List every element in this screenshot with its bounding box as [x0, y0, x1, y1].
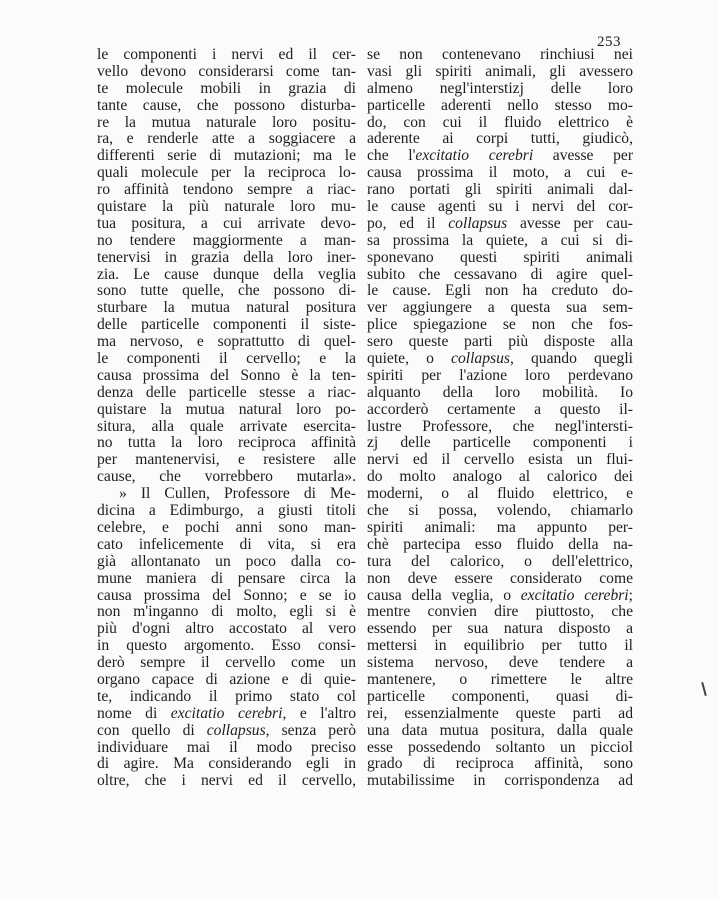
line-text: ver aggiungere a questa sua sem-	[367, 299, 633, 317]
text-line	[367, 756, 633, 773]
italic-term: excitatio cerebri	[415, 147, 534, 165]
line-text: le componenti i nervi ed il cer-	[97, 46, 356, 63]
line-text: individuare mai il modo preciso	[97, 738, 356, 756]
line-text: mantenere, o rimettere le altre	[367, 670, 633, 688]
line-text: non m'inganno di molto, egli si è	[97, 603, 356, 621]
line-text: subito che cessavano di agire quel-	[367, 265, 633, 283]
line-text: do molto analogo al calorico dei	[367, 468, 633, 486]
text-line	[97, 98, 356, 115]
line-text: te molecule mobili in grazia di	[97, 79, 356, 97]
line-text: sturbare la mutua natural positura	[97, 299, 356, 317]
text-line	[367, 351, 633, 368]
line-text: spiriti animali: ma appunto per-	[367, 518, 633, 536]
text-line	[97, 672, 356, 689]
line-text: quistare la più naturale loro mu-	[97, 198, 356, 216]
text-line	[97, 419, 356, 436]
line-text-after: avesse per cau-	[507, 214, 634, 232]
line-text: mentre convien dire piuttosto, che	[367, 603, 633, 621]
line-text: particelle componenti, quasi di-	[367, 687, 633, 705]
italic-term: excitatio cerebri	[170, 704, 283, 722]
text-line	[367, 571, 633, 588]
text-line	[97, 115, 356, 132]
text-line	[367, 250, 633, 267]
line-text: causa prossima il moto, a cui e-	[367, 164, 633, 182]
line-text: sponevano questi spiriti animali	[367, 248, 633, 266]
text-line	[367, 672, 633, 689]
text-line	[367, 165, 633, 182]
line-text: esse possedendo soltanto un picciol	[367, 738, 633, 756]
line-text: già allontanato un poco dalla co-	[97, 552, 356, 570]
line-text: lustre Professore, che negl'intersti-	[367, 417, 633, 435]
text-line	[97, 385, 356, 402]
line-text: alquanto della loro mobilità. Io	[367, 383, 633, 401]
italic-term: excitatio cerebri	[520, 586, 629, 604]
line-text: le cause agenti su i nervi del cor-	[367, 198, 633, 216]
text-line	[97, 148, 356, 165]
italic-term: collapsus	[448, 214, 508, 232]
text-line	[367, 621, 633, 638]
text-line	[367, 148, 633, 165]
line-text: te, indicando il primo stato col	[97, 687, 356, 705]
text-line	[367, 435, 633, 452]
line-text: le componenti il cervello; e la	[97, 350, 356, 368]
line-text-after: ;	[628, 586, 633, 604]
text-line	[97, 435, 356, 452]
line-text: re la mutua naturale loro positu-	[97, 113, 356, 131]
text-line	[97, 520, 356, 537]
line-text: no tendere maggiormente a man-	[97, 231, 356, 249]
text-line	[367, 233, 633, 250]
line-text: denza delle particelle stesse a riac-	[97, 383, 356, 401]
line-text: non deve essere considerato come	[367, 569, 633, 587]
line-text: po, ed il	[367, 214, 449, 232]
text-line	[367, 216, 633, 233]
line-text: nervi ed il cervello esista un flui-	[367, 451, 633, 469]
text-line	[367, 537, 633, 554]
line-text: in questo argomento. Esso consi-	[97, 637, 356, 655]
left-column	[97, 47, 356, 790]
line-text: mutabilissime in corrispondenza ad	[367, 772, 633, 790]
text-line	[97, 469, 356, 486]
line-text: vello devono considerarsi come tan-	[97, 62, 356, 80]
text-line	[367, 317, 633, 334]
line-text: rano portati gli spiriti animali dal-	[367, 181, 633, 199]
stray-ink-mark	[701, 682, 707, 696]
line-text: più d'ogni altro accostato al vero	[97, 620, 356, 638]
line-text: causa della veglia, o	[367, 586, 521, 604]
italic-term: collapsus	[206, 721, 266, 739]
text-line	[97, 773, 356, 790]
page-number: 253	[597, 34, 621, 50]
text-line	[367, 368, 633, 385]
text-line	[97, 64, 356, 81]
text-line	[97, 165, 356, 182]
line-text: vasi gli spiriti animali, gli avessero	[367, 62, 633, 80]
line-text: spiriti per l'azione loro perdevano	[367, 366, 633, 384]
line-text: tenervisi in grazia della loro iner-	[97, 248, 356, 266]
line-text: nome di	[97, 704, 171, 722]
text-line	[97, 740, 356, 757]
text-line	[97, 267, 356, 284]
text-line	[367, 81, 633, 98]
text-line	[97, 283, 356, 300]
line-text-after: , e l'altro	[282, 704, 357, 722]
line-text: derò sempre il cervello come un	[97, 654, 356, 672]
text-line	[97, 537, 356, 554]
line-text: causa prossima del Sonno; e se io	[97, 586, 356, 604]
line-text: tua positura, a cui arrivate devo-	[97, 214, 356, 232]
text-line	[97, 233, 356, 250]
text-line	[97, 334, 356, 351]
line-text: ra, e renderle atte a soggiacere a	[97, 130, 356, 148]
text-line	[367, 402, 633, 419]
text-line	[367, 773, 633, 790]
line-text: chè partecipa esso fluido della na-	[367, 535, 633, 553]
text-line	[97, 368, 356, 385]
text-line	[367, 300, 633, 317]
text-line	[367, 655, 633, 672]
text-line	[367, 469, 633, 486]
text-line	[97, 131, 356, 148]
text-line	[367, 452, 633, 469]
italic-term: collapsus	[451, 350, 510, 368]
line-text: zia. Le cause dunque della veglia	[97, 265, 356, 283]
text-line	[367, 47, 633, 64]
text-line	[367, 267, 633, 284]
text-line	[97, 723, 356, 740]
text-line	[97, 317, 356, 334]
text-line	[367, 334, 633, 351]
text-line	[97, 503, 356, 520]
text-line	[367, 131, 633, 148]
text-line	[367, 419, 633, 436]
line-text: sistema nervoso, deve tendere a	[367, 654, 633, 672]
line-text: celebre, e pochi anni sono man-	[97, 518, 356, 536]
text-line	[97, 182, 356, 199]
line-text: grado di reciproca affinità, sono	[367, 755, 633, 773]
line-text: ro affinità tendono sempre a riac-	[97, 181, 356, 199]
text-line	[367, 740, 633, 757]
text-line	[367, 689, 633, 706]
text-line	[97, 452, 356, 469]
text-line	[97, 588, 356, 605]
line-text-after: avesse per	[533, 147, 634, 165]
text-line	[367, 115, 633, 132]
line-text: delle particelle componenti il siste-	[97, 316, 356, 334]
line-text: zj delle particelle componenti i	[367, 434, 633, 452]
text-line	[97, 621, 356, 638]
text-line	[367, 706, 633, 723]
text-line	[367, 98, 633, 115]
right-column	[367, 47, 633, 790]
text-line	[367, 638, 633, 655]
text-line	[97, 706, 356, 723]
line-text: quali molecule per la reciproca lo-	[97, 164, 356, 182]
line-text: do, con cui il fluido elettrico è	[367, 113, 633, 131]
line-text: una data mutua positura, dalla quale	[367, 721, 633, 739]
text-line	[367, 723, 633, 740]
line-text: sero queste parti più disposte alla	[367, 333, 633, 351]
line-text: quistare la mutua natural loro po-	[97, 400, 356, 418]
line-text: no tutta la loro reciproca affinità	[97, 434, 356, 452]
text-line	[97, 81, 356, 98]
text-line	[97, 604, 356, 621]
text-line	[97, 486, 356, 503]
text-line	[97, 300, 356, 317]
line-text: rei, essenzialmente queste parti ad	[367, 704, 633, 722]
line-text: » Il Cullen, Professore di Me-	[119, 485, 356, 503]
line-text: dicina a Edimburgo, a giusti titoli	[97, 502, 356, 520]
line-text: tante cause, che possono disturba-	[97, 96, 356, 114]
line-text-after: , quando quegli	[509, 350, 633, 368]
text-line	[97, 47, 356, 64]
text-line	[367, 283, 633, 300]
line-text: aderente ai corpi tutti, giudicò,	[367, 130, 633, 148]
line-text: le cause. Egli non ha creduto do-	[367, 282, 633, 300]
text-line	[367, 182, 633, 199]
text-line	[367, 64, 633, 81]
line-text: mune maniera di pensare circa la	[97, 569, 356, 587]
text-line	[367, 385, 633, 402]
line-text: oltre, che i nervi ed il cervello,	[97, 772, 356, 790]
text-line	[97, 638, 356, 655]
line-text: organo capace di azione e di quie-	[97, 670, 356, 688]
text-line	[367, 486, 633, 503]
line-text: per mantenervisi, e resistere alle	[97, 451, 356, 469]
line-text: con quello di	[97, 721, 207, 739]
text-line	[97, 351, 356, 368]
line-text: situra, alla quale arrivate esercita-	[97, 417, 356, 435]
text-line	[97, 655, 356, 672]
text-line	[97, 756, 356, 773]
text-line	[97, 199, 356, 216]
line-text: differenti serie di mutazioni; ma le	[97, 147, 356, 165]
line-text: essendo per sua natura disposto a	[367, 620, 633, 638]
text-line	[97, 571, 356, 588]
text-line	[97, 216, 356, 233]
line-text: plice spiegazione se non che fos-	[367, 316, 633, 334]
text-line	[97, 402, 356, 419]
line-text: cato infelicemente di vita, si era	[97, 535, 356, 553]
line-text: particelle aderenti nello stesso mo-	[367, 96, 633, 114]
line-text: tura del calorico, o dell'elettrico,	[367, 552, 633, 570]
line-text: sa prossima la quiete, a cui si di-	[367, 231, 633, 249]
line-text: causa prossima del Sonno è la ten-	[97, 366, 356, 384]
line-text: quiete, o	[367, 350, 452, 368]
line-text: accorderò certamente a questo il-	[367, 400, 633, 418]
line-text: moderni, o al fluido elettrico, e	[367, 485, 633, 503]
line-text: almeno negl'interstizj delle loro	[367, 79, 633, 97]
text-line	[367, 520, 633, 537]
line-text: ma nervoso, e soprattutto di quel-	[97, 333, 356, 351]
text-line	[367, 588, 633, 605]
text-line	[367, 604, 633, 621]
text-line	[97, 689, 356, 706]
text-line	[367, 554, 633, 571]
text-line	[367, 503, 633, 520]
line-text: che l'	[367, 147, 416, 165]
line-text: che si possa, volendo, chiamarlo	[367, 502, 633, 520]
line-text: sono tutte quelle, che possono di-	[97, 282, 356, 300]
line-text: mettersi in equilibrio per tutto il	[367, 637, 633, 655]
line-text: di agire. Ma considerando egli in	[97, 755, 356, 773]
text-line	[97, 250, 356, 267]
line-text-after: , senza però	[265, 721, 356, 739]
line-text: cause, che vorrebbero mutarla».	[97, 468, 356, 486]
text-line	[97, 554, 356, 571]
text-line	[367, 199, 633, 216]
line-text: se non contenevano rinchiusi nei	[367, 46, 633, 63]
